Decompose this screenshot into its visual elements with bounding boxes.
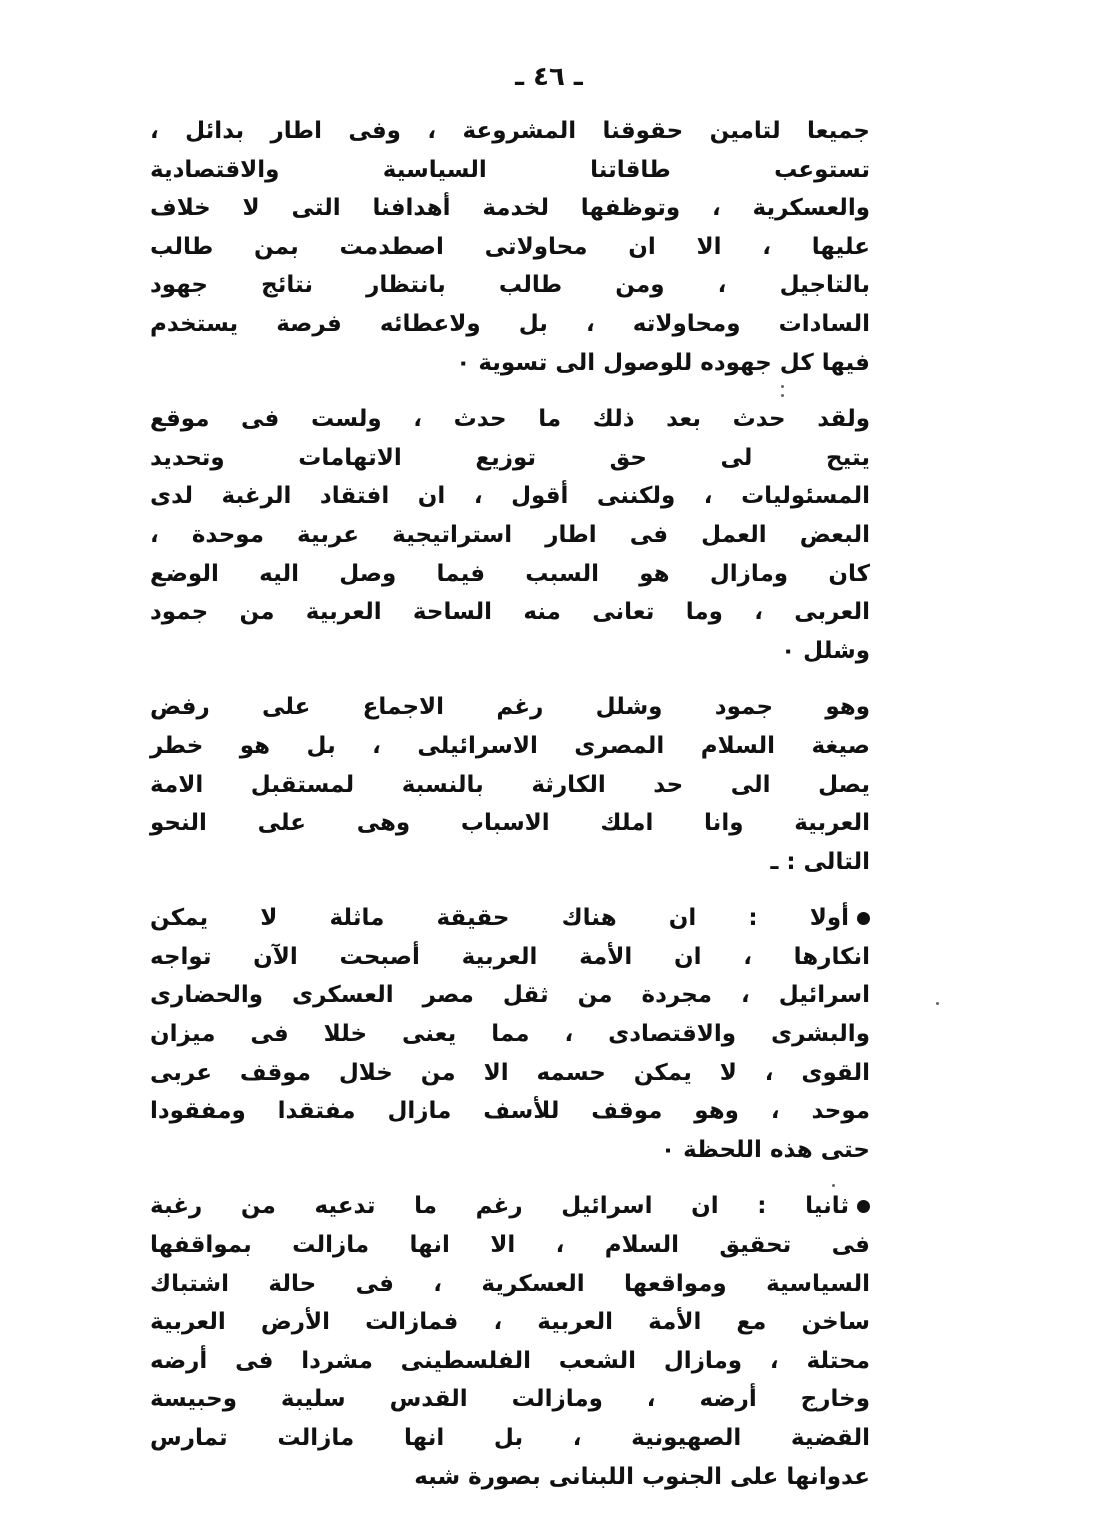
scan-speck	[936, 1002, 939, 1005]
text-line	[150, 305, 870, 344]
text-line	[150, 439, 870, 478]
text-line	[150, 344, 870, 383]
paragraph	[150, 400, 870, 670]
line-text: المسئوليات ، ولكننى أقول ، ان افتقاد الرغبة لدى	[150, 483, 870, 510]
line-text: موحد ، وهو موقف للأسف مازال مفتقدا ومفقودا	[150, 1098, 870, 1125]
text-line	[150, 938, 870, 977]
text-line	[150, 766, 870, 805]
text-line	[150, 151, 870, 190]
paragraph	[150, 112, 870, 382]
text-line	[150, 688, 870, 727]
text-line	[150, 1265, 870, 1304]
text-line	[150, 976, 870, 1015]
line-text: القضية الصهيونية ، بل انها مازالت تمارس	[150, 1425, 870, 1451]
text-line	[150, 727, 870, 766]
line-text: العربى ، وما تعانى منه الساحة العربية من جمود	[150, 599, 870, 626]
text-line	[150, 555, 870, 594]
text-line	[150, 899, 870, 938]
line-text: فى تحقيق السلام ، الا انها مازالت بمواقفها	[150, 1232, 870, 1259]
line-text: والبشرى والاقتصادى ، مما يعنى خللا فى ميزان	[150, 1021, 870, 1048]
line-text: كان ومازال هو السبب فيما وصل اليه الوضع	[150, 560, 870, 587]
text-line	[150, 1342, 870, 1381]
line-text: يتيح لى حق توزيع الاتهامات وتحديد	[150, 444, 870, 471]
text-line	[150, 1054, 870, 1093]
text-line	[150, 516, 870, 555]
line-text: جميعا لتامين حقوقنا المشروعة ، وفى اطار بدائل ،	[150, 118, 870, 144]
line-text: تستوعب طاقاتنا السياسية والاقتصادية	[150, 156, 870, 183]
line-text: والعسكرية ، وتوظفها لخدمة أهدافنا التى لا خلاف	[150, 195, 870, 222]
line-text: بالتاجيل ، ومن طالب بانتظار نتائج جهود	[150, 272, 870, 299]
text-line	[150, 228, 870, 267]
paragraph	[150, 688, 870, 881]
paragraph	[150, 899, 870, 1169]
line-text: وهو جمود وشلل رغم الاجماع على رفض	[150, 694, 870, 721]
text-line	[150, 804, 870, 843]
line-text: التالى : ـ	[770, 848, 870, 875]
page-number: ـ ٤٦ ـ	[515, 62, 583, 92]
line-text: أولا : ان هناك حقيقة ماثلة لا يمكن	[150, 905, 849, 932]
text-line	[150, 1015, 870, 1054]
line-text: البعض العمل فى اطار استراتيجية عربية موحدة ،	[150, 521, 870, 548]
bullet-icon	[857, 1200, 870, 1213]
text-column	[150, 112, 870, 1514]
text-line	[150, 1419, 870, 1458]
line-text: وخارج أرضه ، ومازالت القدس سليبة وحبيسة	[150, 1386, 870, 1413]
line-text: يصل الى حد الكارثة بالنسبة لمستقبل الامة	[150, 771, 870, 798]
text-line	[150, 1131, 870, 1170]
line-text: وشلل ٠	[781, 637, 870, 664]
line-text: ثانيا : ان اسرائيل رغم ما تدعيه من رغبة	[150, 1193, 849, 1220]
scan-speck	[832, 1184, 835, 1187]
bullet-icon	[857, 912, 870, 925]
line-text: اسرائيل ، مجردة من ثقل مصر العسكرى والحضارى	[150, 982, 870, 1009]
line-text: فيها كل جهوده للوصول الى تسوية ٠	[456, 349, 870, 376]
text-line	[150, 1380, 870, 1419]
line-text: محتلة ، ومازال الشعب الفلسطينى مشردا فى أرضه	[150, 1347, 870, 1374]
text-line	[150, 189, 870, 228]
line-text: حتى هذه اللحظة ٠	[661, 1136, 870, 1163]
line-text: ساخن مع الأمة العربية ، فمازالت الأرض العربية	[150, 1309, 870, 1336]
text-line	[150, 477, 870, 516]
line-text: صيغة السلام المصرى الاسرائيلى ، بل هو خطر	[150, 732, 870, 759]
text-line	[150, 1458, 870, 1497]
text-line	[150, 632, 870, 671]
scan-speck	[781, 385, 784, 388]
text-line	[150, 1303, 870, 1342]
line-text: عدوانها على الجنوب اللبنانى بصورة شبه	[414, 1463, 870, 1490]
line-text: السادات ومحاولاته ، بل ولاعطائه فرصة يستخدم	[150, 310, 870, 337]
line-text: القوى ، لا يمكن حسمه الا من خلال موقف عربى	[150, 1059, 870, 1086]
line-text: العربية وانا املك الاسباب وهى على النحو	[150, 810, 870, 837]
text-line	[150, 593, 870, 632]
line-text: السياسية ومواقعها العسكرية ، فى حالة اشتباك	[150, 1270, 870, 1297]
text-line	[150, 1187, 870, 1226]
text-line	[150, 843, 870, 882]
line-text: ولقد حدث بعد ذلك ما حدث ، ولست فى موقع	[150, 406, 870, 433]
paragraph	[150, 1187, 870, 1496]
text-line	[150, 112, 870, 151]
scan-speck	[781, 394, 784, 397]
line-text: انكارها ، ان الأمة العربية أصبحت الآن تواجه	[150, 943, 870, 970]
text-line	[150, 1226, 870, 1265]
text-line	[150, 400, 870, 439]
text-line	[150, 266, 870, 305]
text-line	[150, 1092, 870, 1131]
line-text: عليها ، الا ان محاولاتى اصطدمت بمن طالب	[150, 233, 870, 260]
